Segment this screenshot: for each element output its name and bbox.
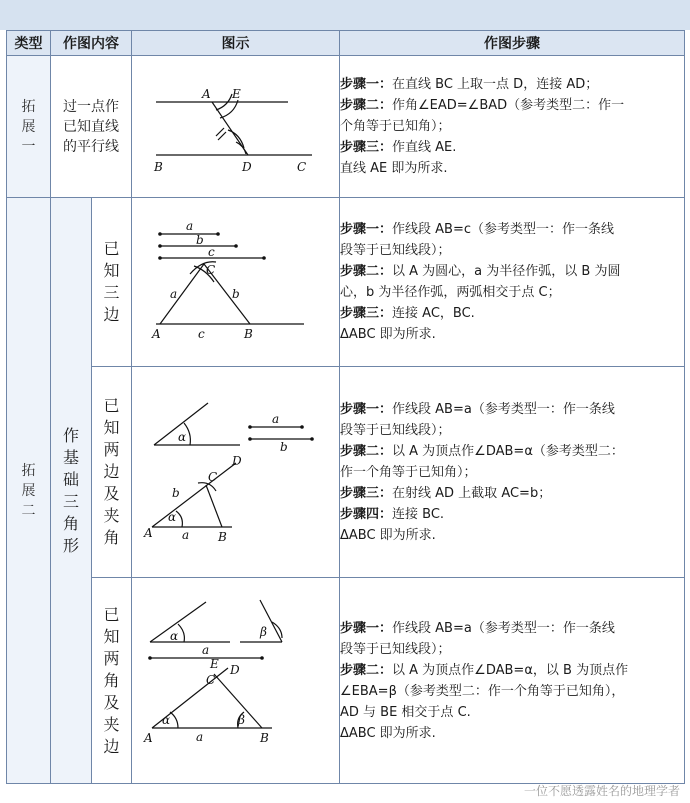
length-a-label: a [272, 412, 280, 426]
point-B-label: B [218, 530, 227, 544]
row1-type: 拓 展 一 [7, 56, 51, 198]
row2-content: 作 基 础 三 角 形 [51, 198, 92, 784]
row-extension-two-sub2 [7, 367, 685, 578]
length-b-label: b [196, 233, 204, 247]
row-extension-two-sub1 [7, 198, 685, 367]
sub1-figure [132, 198, 340, 367]
row-extension-two-sub3 [7, 578, 685, 784]
side-b-label: b [172, 486, 180, 500]
length-a-label: a [186, 219, 194, 233]
angle-beta-label: β [260, 625, 267, 639]
point-A-label: A [202, 87, 211, 101]
row1-content: 过一点作 已知直线 的平行线 [51, 56, 132, 198]
point-C-label: C [206, 263, 216, 277]
point-C-label: C [208, 470, 218, 484]
length-a-label: a [202, 643, 210, 657]
construction-table [6, 30, 685, 784]
point-D-label: D [242, 160, 252, 174]
point-A-label: A [144, 731, 153, 745]
sub3-steps: 步骤一：作线段 AB=a（参考类型一：作一条线 段等于已知线段）； 步骤二：以 A 为顶点作∠DAB=α，以 B 为顶点作 ∠EBA=β（参考类型二：作一个角等于已知角）， AD 与 BE 相交于点 C. ΔABC 即为所求. [340, 578, 685, 784]
sub3-figure [132, 578, 340, 784]
side-a-label: a [182, 528, 190, 542]
step-line: 步骤一：在直线 BC 上取一点 D，连接 AD； [340, 77, 599, 92]
row1-figure [132, 56, 340, 198]
header-figure: 图示 [132, 31, 340, 56]
header-row [7, 31, 685, 56]
sub1-steps: 步骤一：作线段 AB=c（参考类型一：作一条线 段等于已知线段）； 步骤二：以 A 为圆心，a 为半径作弧，以 B 为圆 心，b 为半径作弧，两弧相交于点 C； 步骤三：连接 AC，BC. ΔABC 即为所求. [340, 198, 685, 367]
side-a-label: a [196, 730, 204, 744]
point-D-label: D [232, 454, 242, 468]
row-extension-one [7, 56, 685, 198]
sub1-title: 已 知 三 边 [92, 198, 132, 367]
point-A-label: A [152, 327, 161, 341]
header-type: 类型 [7, 31, 51, 56]
angle-alpha-lower-label: α [168, 510, 177, 524]
point-B-label: B [154, 160, 163, 174]
side-b-label: b [232, 287, 240, 301]
angle-beta-lower-label: β [238, 713, 245, 727]
sub2-figure [132, 367, 340, 578]
side-a-label: a [170, 287, 178, 301]
point-B-label: B [260, 731, 269, 745]
sub3-title: 已 知 两 角 及 夹 边 [92, 578, 132, 784]
point-A-label: A [144, 526, 153, 540]
header-steps: 作图步骤 [340, 31, 685, 56]
point-D-label: D [230, 663, 240, 677]
point-E-label: E [232, 87, 241, 101]
step-line: 步骤三：作直线 AE. [340, 140, 457, 155]
step-line: 个角等于已知角）； [340, 119, 451, 134]
step-line: 直线 AE 即为所求. [340, 161, 448, 176]
header-content: 作图内容 [51, 31, 132, 56]
top-band [0, 0, 690, 30]
angle-alpha-label: α [178, 430, 187, 444]
point-E-label: E [210, 657, 219, 671]
row1-steps [340, 56, 685, 198]
row2-type: 拓 展 二 [7, 198, 51, 784]
length-c-label: c [208, 245, 215, 259]
sub2-steps: 步骤一：作线段 AB=a（参考类型一：作一条线 段等于已知线段）； 步骤二：以 A 为顶点作∠DAB=α（参考类型二： 作一个角等于已知角）； 步骤三：在射线 AD 上截取 AC=b； 步骤四：连接 BC. ΔABC 即为所求. [340, 367, 685, 578]
step-line: 步骤二：作角∠EAD=∠BAD（参考类型二：作一 [340, 98, 625, 113]
sub2-title: 已 知 两 边 及 夹 角 [92, 367, 132, 578]
side-c-label: c [198, 327, 205, 341]
length-b-label: b [280, 440, 288, 454]
angle-alpha-label: α [170, 629, 179, 643]
watermark: 一位不愿透露姓名的地理学者 [523, 784, 680, 798]
angle-alpha-lower-label: α [162, 713, 171, 727]
point-B-label: B [244, 327, 253, 341]
point-C-label: C [297, 160, 307, 174]
point-C-label: C [206, 673, 216, 687]
